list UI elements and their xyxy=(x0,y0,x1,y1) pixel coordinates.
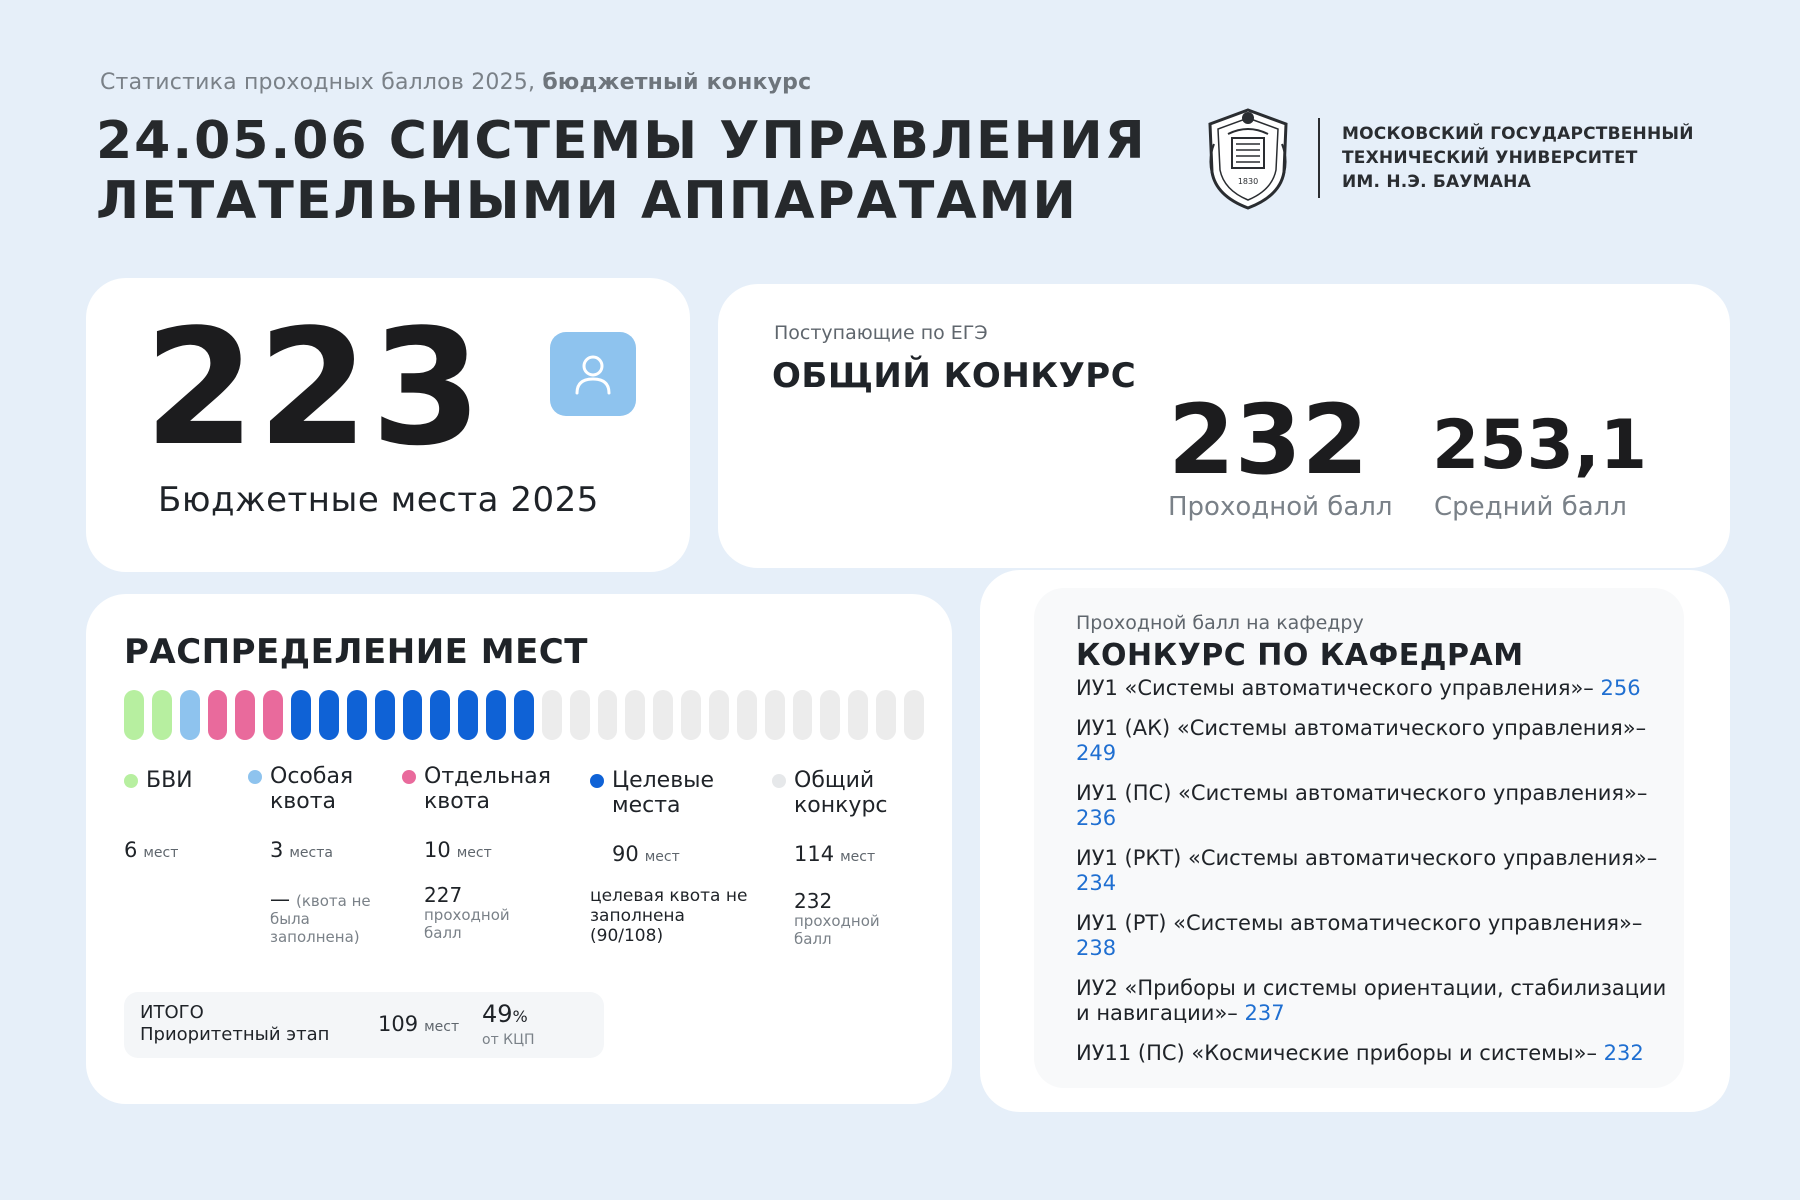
category-name: Особая квота xyxy=(270,764,354,814)
separate-quota-dot xyxy=(402,770,416,784)
distribution-bar xyxy=(848,690,868,740)
department-name: ИУ1 (ПС) «Системы автоматического управления»– xyxy=(1076,781,1648,805)
distribution-bar xyxy=(180,690,200,740)
distribution-bars xyxy=(124,690,924,742)
average-score-label: Средний балл xyxy=(1434,492,1627,522)
distribution-bar xyxy=(263,690,283,740)
special-quota-dot xyxy=(248,770,262,784)
category-count: 90 мест xyxy=(612,842,680,866)
category-note: — (квота не была заполнена) xyxy=(270,887,371,946)
university-name xyxy=(1342,122,1694,194)
category-note: 227 проходной балл xyxy=(424,883,510,942)
total-label: ИТОГО Приоритетный этап xyxy=(140,1002,330,1045)
distribution-bar xyxy=(598,690,618,740)
category-special-quota xyxy=(248,764,371,946)
total-count: 109 мест xyxy=(378,1012,460,1036)
department-item xyxy=(1076,781,1676,831)
ege-caption: Поступающие по ЕГЭ xyxy=(774,322,988,344)
category-count: 114 мест xyxy=(794,842,876,866)
category-count: 3 места xyxy=(270,838,333,862)
department-item xyxy=(1076,846,1676,896)
category-targeted-places xyxy=(590,768,748,946)
total-percent-label: от КЦП xyxy=(482,1032,535,1048)
distribution-bar xyxy=(709,690,729,740)
category-name: Отдельная квота xyxy=(424,764,552,814)
departments-list xyxy=(1076,676,1676,1081)
department-score: 236 xyxy=(1076,806,1117,830)
distribution-bar xyxy=(737,690,757,740)
passing-score-label: Проходной балл xyxy=(1168,492,1393,522)
category-name: Общий конкурс xyxy=(794,768,888,818)
general-competition-dot xyxy=(772,774,786,788)
department-score: 234 xyxy=(1076,871,1117,895)
distribution-bar xyxy=(208,690,228,740)
department-name: ИУ1 (РКТ) «Системы автоматического управления»– xyxy=(1076,846,1658,870)
category-count: 10 мест xyxy=(424,838,492,862)
distribution-bar xyxy=(486,690,506,740)
distribution-bar xyxy=(681,690,701,740)
department-name: ИУ11 (ПС) «Космические приборы и системы»– xyxy=(1076,1041,1604,1065)
average-score-value: 253,1 xyxy=(1432,406,1648,485)
department-name: ИУ2 «Приборы и системы ориентации, стабилизации и навигации»– xyxy=(1076,976,1667,1025)
category-separate-quota xyxy=(402,764,552,942)
departments-caption: Проходной балл на кафедру xyxy=(1076,612,1364,634)
distribution-title: РАСПРЕДЕЛЕНИЕ МЕСТ xyxy=(124,632,588,672)
category-name: БВИ xyxy=(146,768,193,793)
department-score: 238 xyxy=(1076,936,1117,960)
page-title xyxy=(96,112,1147,232)
distribution-bar xyxy=(124,690,144,740)
distribution-bar xyxy=(319,690,339,740)
distribution-bar xyxy=(458,690,478,740)
distribution-bar xyxy=(152,690,172,740)
distribution-bar xyxy=(403,690,423,740)
distribution-bar xyxy=(542,690,562,740)
distribution-bar xyxy=(514,690,534,740)
university-name-line-2: ТЕХНИЧЕСКИЙ УНИВЕРСИТЕТ xyxy=(1342,148,1638,168)
targeted-places-dot xyxy=(590,774,604,788)
department-item xyxy=(1076,1041,1676,1066)
distribution-bar xyxy=(876,690,896,740)
ege-title: ОБЩИЙ КОНКУРС xyxy=(772,356,1137,396)
university-name-line-1: МОСКОВСКИЙ ГОСУДАРСТВЕННЫЙ xyxy=(1342,124,1694,144)
category-count: 6 мест xyxy=(124,838,179,862)
department-score: 256 xyxy=(1600,676,1641,700)
department-name: ИУ1 «Системы автоматического управления»– xyxy=(1076,676,1601,700)
passing-score-value: 232 xyxy=(1168,384,1369,496)
distribution-bar xyxy=(430,690,450,740)
subtitle-regular: Статистика проходных баллов 2025, xyxy=(100,70,543,95)
distribution-bar xyxy=(820,690,840,740)
distribution-bar xyxy=(375,690,395,740)
university-logo xyxy=(1200,104,1694,212)
user-icon xyxy=(550,332,636,416)
bvi-dot xyxy=(124,774,138,788)
distribution-bar xyxy=(653,690,673,740)
distribution-bar xyxy=(793,690,813,740)
department-item xyxy=(1076,976,1676,1026)
budget-places-number: 223 xyxy=(144,294,484,481)
total-percent: 49% xyxy=(482,1000,528,1028)
distribution-bar xyxy=(570,690,590,740)
category-note: целевая квота не заполнена (90/108) xyxy=(590,886,748,946)
budget-places-label: Бюджетные места 2025 xyxy=(158,480,599,520)
departments-card xyxy=(980,570,1730,1112)
department-item xyxy=(1076,716,1676,766)
distribution-bar xyxy=(765,690,785,740)
university-name-line-3: ИМ. Н.Э. БАУМАНА xyxy=(1342,172,1531,192)
department-item xyxy=(1076,676,1676,701)
crest-icon xyxy=(1200,104,1296,212)
distribution-bar xyxy=(235,690,255,740)
department-score: 232 xyxy=(1603,1041,1644,1065)
category-general-competition xyxy=(772,768,888,948)
title-line-1: 24.05.06 СИСТЕМЫ УПРАВЛЕНИЯ xyxy=(96,111,1147,171)
category-note: 232 проходной балл xyxy=(794,889,880,948)
department-name: ИУ1 (РТ) «Системы автоматического управления»– xyxy=(1076,911,1643,935)
budget-places-card xyxy=(86,278,690,572)
department-name: ИУ1 (АК) «Системы автоматического управления»– xyxy=(1076,716,1647,740)
page-subtitle xyxy=(100,70,811,95)
category-name: Целевые места xyxy=(612,768,715,818)
logo-divider xyxy=(1318,118,1320,198)
distribution-bar xyxy=(625,690,645,740)
places-distribution-card xyxy=(86,594,952,1104)
departments-title: КОНКУРС ПО КАФЕДРАМ xyxy=(1076,638,1524,673)
svg-text:1830: 1830 xyxy=(1237,177,1259,186)
department-score: 237 xyxy=(1244,1001,1285,1025)
department-item xyxy=(1076,911,1676,961)
distribution-bar xyxy=(291,690,311,740)
total-priority-stage xyxy=(124,992,604,1058)
ege-general-competition-card xyxy=(718,284,1730,568)
category-bvi xyxy=(124,768,193,862)
title-line-2: ЛЕТАТЕЛЬНЫМИ АППАРАТАМИ xyxy=(96,170,1078,231)
department-score: 249 xyxy=(1076,741,1117,765)
distribution-bar xyxy=(347,690,367,740)
distribution-bar xyxy=(904,690,924,740)
subtitle-bold: бюджетный конкурс xyxy=(542,70,812,95)
